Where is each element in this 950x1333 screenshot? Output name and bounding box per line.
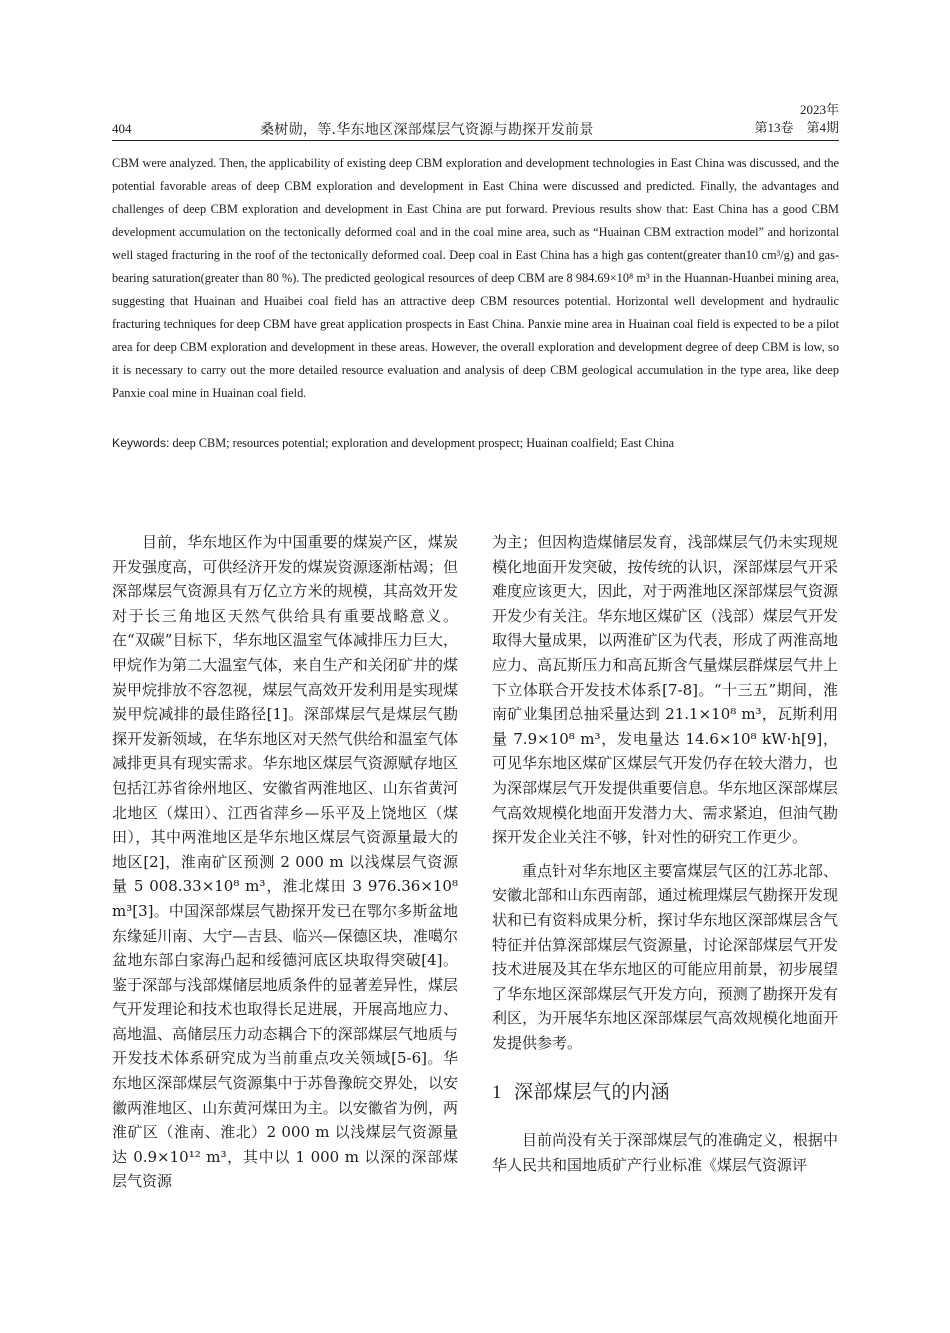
keywords-label: Keywords: [112,436,170,450]
journal-volume-issue: 第13卷 第4期 [754,120,839,135]
journal-year: 2023年 [799,102,839,117]
section-number: 1 [492,1082,502,1104]
english-keywords [112,432,839,454]
section-1-paragraph-1: 目前尚没有关于深部煤层气的准确定义，根据中华人民共和国地质矿产行业标准《煤层气资源评 [492,1131,838,1175]
keywords-text: deep CBM; resources potential; exploration and development prospect; Huainan coalfield; East China [172,436,675,450]
page-number: 404 [112,121,132,136]
journal-issue-info [754,101,839,137]
english-abstract [112,152,839,405]
body-column-right [492,530,838,1178]
intro-paragraph-1: 目前，华东地区作为中国重要的煤炭产区，煤炭开发强度高，可供经济开发的煤炭资源逐渐枯竭；但深部煤层气资源具有万亿立方米的规模，其高效开发对于长三角地区天然气供给具有重要战略意义。在“双碳”目标下，华东地区温室气体减排压力巨大，甲烷作为第二大温室气体，来自生产和关闭矿井的煤炭甲烷排放不容忽视，煤层气高效开发利用是实现煤炭甲烷减排的最佳路径[1]。深部煤层气是煤层气勘探开发新领域，在华东地区对天然气供给和温室气体减排更具有现实需求。华东地区煤层气资源赋存地区包括江苏省徐州地区、安徽省两淮地区、山东省黄河北地区（煤田）、江西省萍乡—乐平及上饶地区（煤田），其中两淮地区是华东地区煤层气资源量最大的地区[2]，淮南矿区预测 2 000 m 以浅煤层气资源量 5 008.33×10⁸ m³，淮北煤田 3 976.36×10⁸ m³[3]。中国深部煤层气勘探开发已在鄂尔多斯盆地东缘延川南、大宁—吉县、临兴—保德区块，准噶尔盆地东部白家海凸起和绥德河底区块取得突破[4]。鉴于深部与浅部煤储层地质条件的显著差异性，煤层气开发理论和技术也取得长足进展，开展高地应力、高地温、高储层压力动态耦合下的深部煤层气地质与开发技术体系研究成为当前重点攻关领域[5-6]。华东地区深部煤层气资源集中于苏鲁豫皖交界处，以安徽两淮地区、山东黄河煤田为主。以安徽省为例，两淮矿区（淮南、淮北）2 000 m 以浅煤层气资源量达 0.9×10¹² m³，其中以 1 000 m 以深的深部煤层气资源 [112,533,458,1191]
header-rule [112,140,839,141]
intro-paragraph-1-continued: 为主；但因构造煤储层发育，浅部煤层气仍未实现规模化地面开发突破，按传统的认识，深部煤层气开采难度应该更大，因此，对于两淮地区深部煤层气资源开发少有关注。华东地区煤矿区（浅部）煤层气开发取得大量成果，以两淮矿区为代表，形成了两淮高地应力、高瓦斯压力和高瓦斯含气量煤层群煤层气井上下立体联合开发技术体系[7-8]。“十三五”期间，淮南矿业集团总抽采量达到 21.1×10⁸ m³，瓦斯利用量 7.9×10⁸ m³，发电量达 14.6×10⁸ kW·h[9]，可见华东地区煤矿区煤层气开发仍存在较大潜力，也为深部煤层气开发提供重要信息。华东地区深部煤层气高效规模化地面开发潜力大、需求紧迫，但油气勘探开发企业关注不够，针对性的研究工作更少。 [492,533,838,847]
running-title: 桑树勋，等.华东地区深部煤层气资源与勘探开发前景 [260,122,594,138]
section-title: 深部煤层气的内涵 [514,1081,671,1104]
intro-paragraph-2: 重点针对华东地区主要富煤层气区的江苏北部、安徽北部和山东西南部，通过梳理煤层气勘探开发现状和已有资料成果分析，探讨华东地区深部煤层含气特征并估算深部煤层气资源量，讨论深部煤层气开发技术进展及其在华东地区的可能应用前景，初步展望了华东地区深部煤层气开发方向，预测了勘探开发有利区，为开展华东地区深部煤层气高效规模化地面开发提供参考。 [492,861,838,1052]
page-header [112,101,839,139]
abstract-text: CBM were analyzed. Then, the applicability of existing deep CBM exploration and development technologies in East China was discussed, and the potential favorable areas of deep CBM exploration and development in East China were discussed and predicted. Finally, the advantages and challenges of deep CBM exploration and development in East China are put forward. Previous results show that: East China has a good CBM development accumulation on the tectonically deformed coal and in the coal mine area, such as “Huainan CBM extraction model” and horizontal well staged fracturing in the roof of the tectonically deformed coal. Deep coal in East China has a high gas content(greater than10 cm³/g) and gas-bearing saturation(greater than 80 %). The predicted geological resources of deep CBM are 8 984.69×10⁸ m³ in the Huannan-Huanbei mining area, suggesting that Huainan and Huaibei coal field has an attractive deep CBM resources potential. Horizontal well development and hydraulic fracturing techniques for deep CBM have great application prospects in East China. Panxie mine area in Huainan coal field is expected to be a pilot area for deep CBM exploration and development in these areas. However, the overall exploration and development degree of deep CBM is low, so it is necessary to carry out the more detailed resource evaluation and analysis of deep CBM geological accumulation in the type area, like deep Panxie coal mine in Huainan coal field. [112,156,839,400]
section-heading-1 [492,1077,838,1108]
body-column-left [112,530,458,1194]
